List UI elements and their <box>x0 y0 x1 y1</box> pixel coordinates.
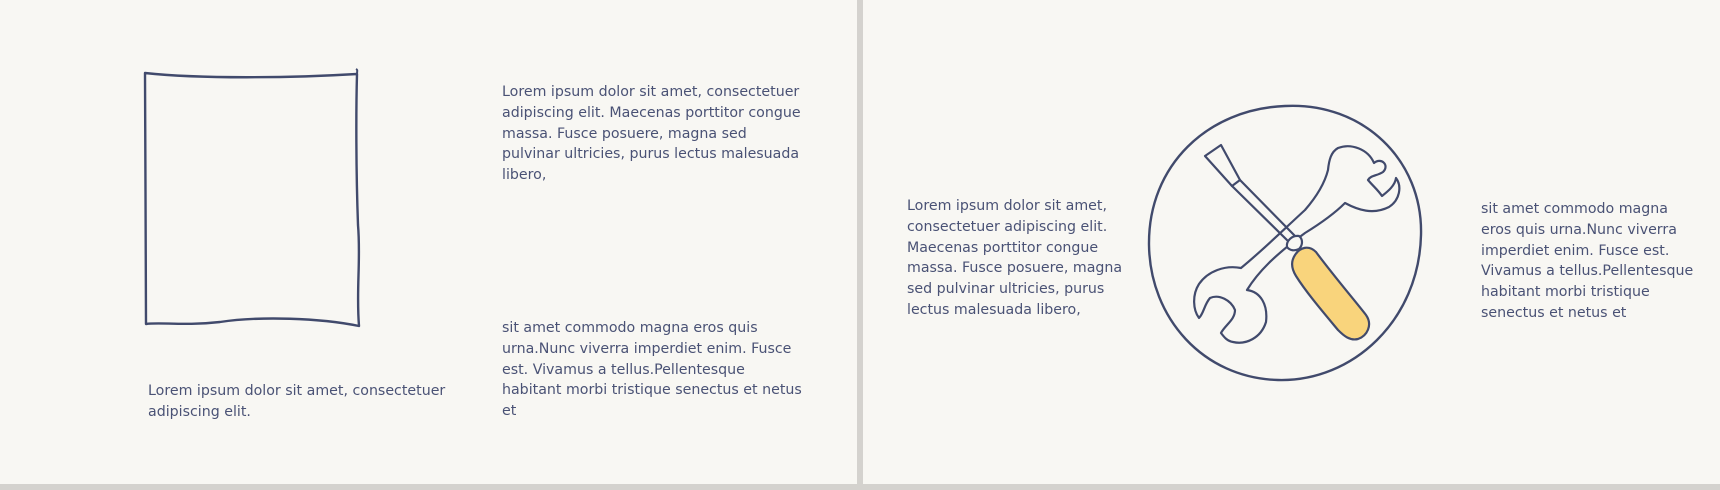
slide-right <box>863 0 1720 484</box>
body-text-left: Lorem ipsum dolor sit amet, consectetuer adipiscing elit. Maecenas porttitor congue massa. Fusce posuere, magna sed pulvinar ultricies, purus lectus malesuada libero, <box>907 198 1123 318</box>
body-text-bottom: sit amet commodo magna eros quis urna.Nunc viverra imperdiet enim. Fusce est. Vivamus a tellus.Pellentesque habitant morbi tristique senectus et netus et <box>502 320 802 420</box>
slide-left <box>0 0 857 484</box>
body-text-right: sit amet commodo magna eros quis urna.Nunc viverra imperdiet enim. Fusce est. Vivamus a tellus.Pellentesque habitant morbi tristique senectus et netus et <box>1481 201 1694 321</box>
image-caption: Lorem ipsum dolor sit amet, consectetuer adipiscing elit. <box>148 383 446 420</box>
body-text-top: Lorem ipsum dolor sit amet, consectetuer adipiscing elit. Maecenas porttitor congue massa. Fusce posuere, magna sed pulvinar ultricies, purus lectus malesuada libero, <box>502 84 801 184</box>
